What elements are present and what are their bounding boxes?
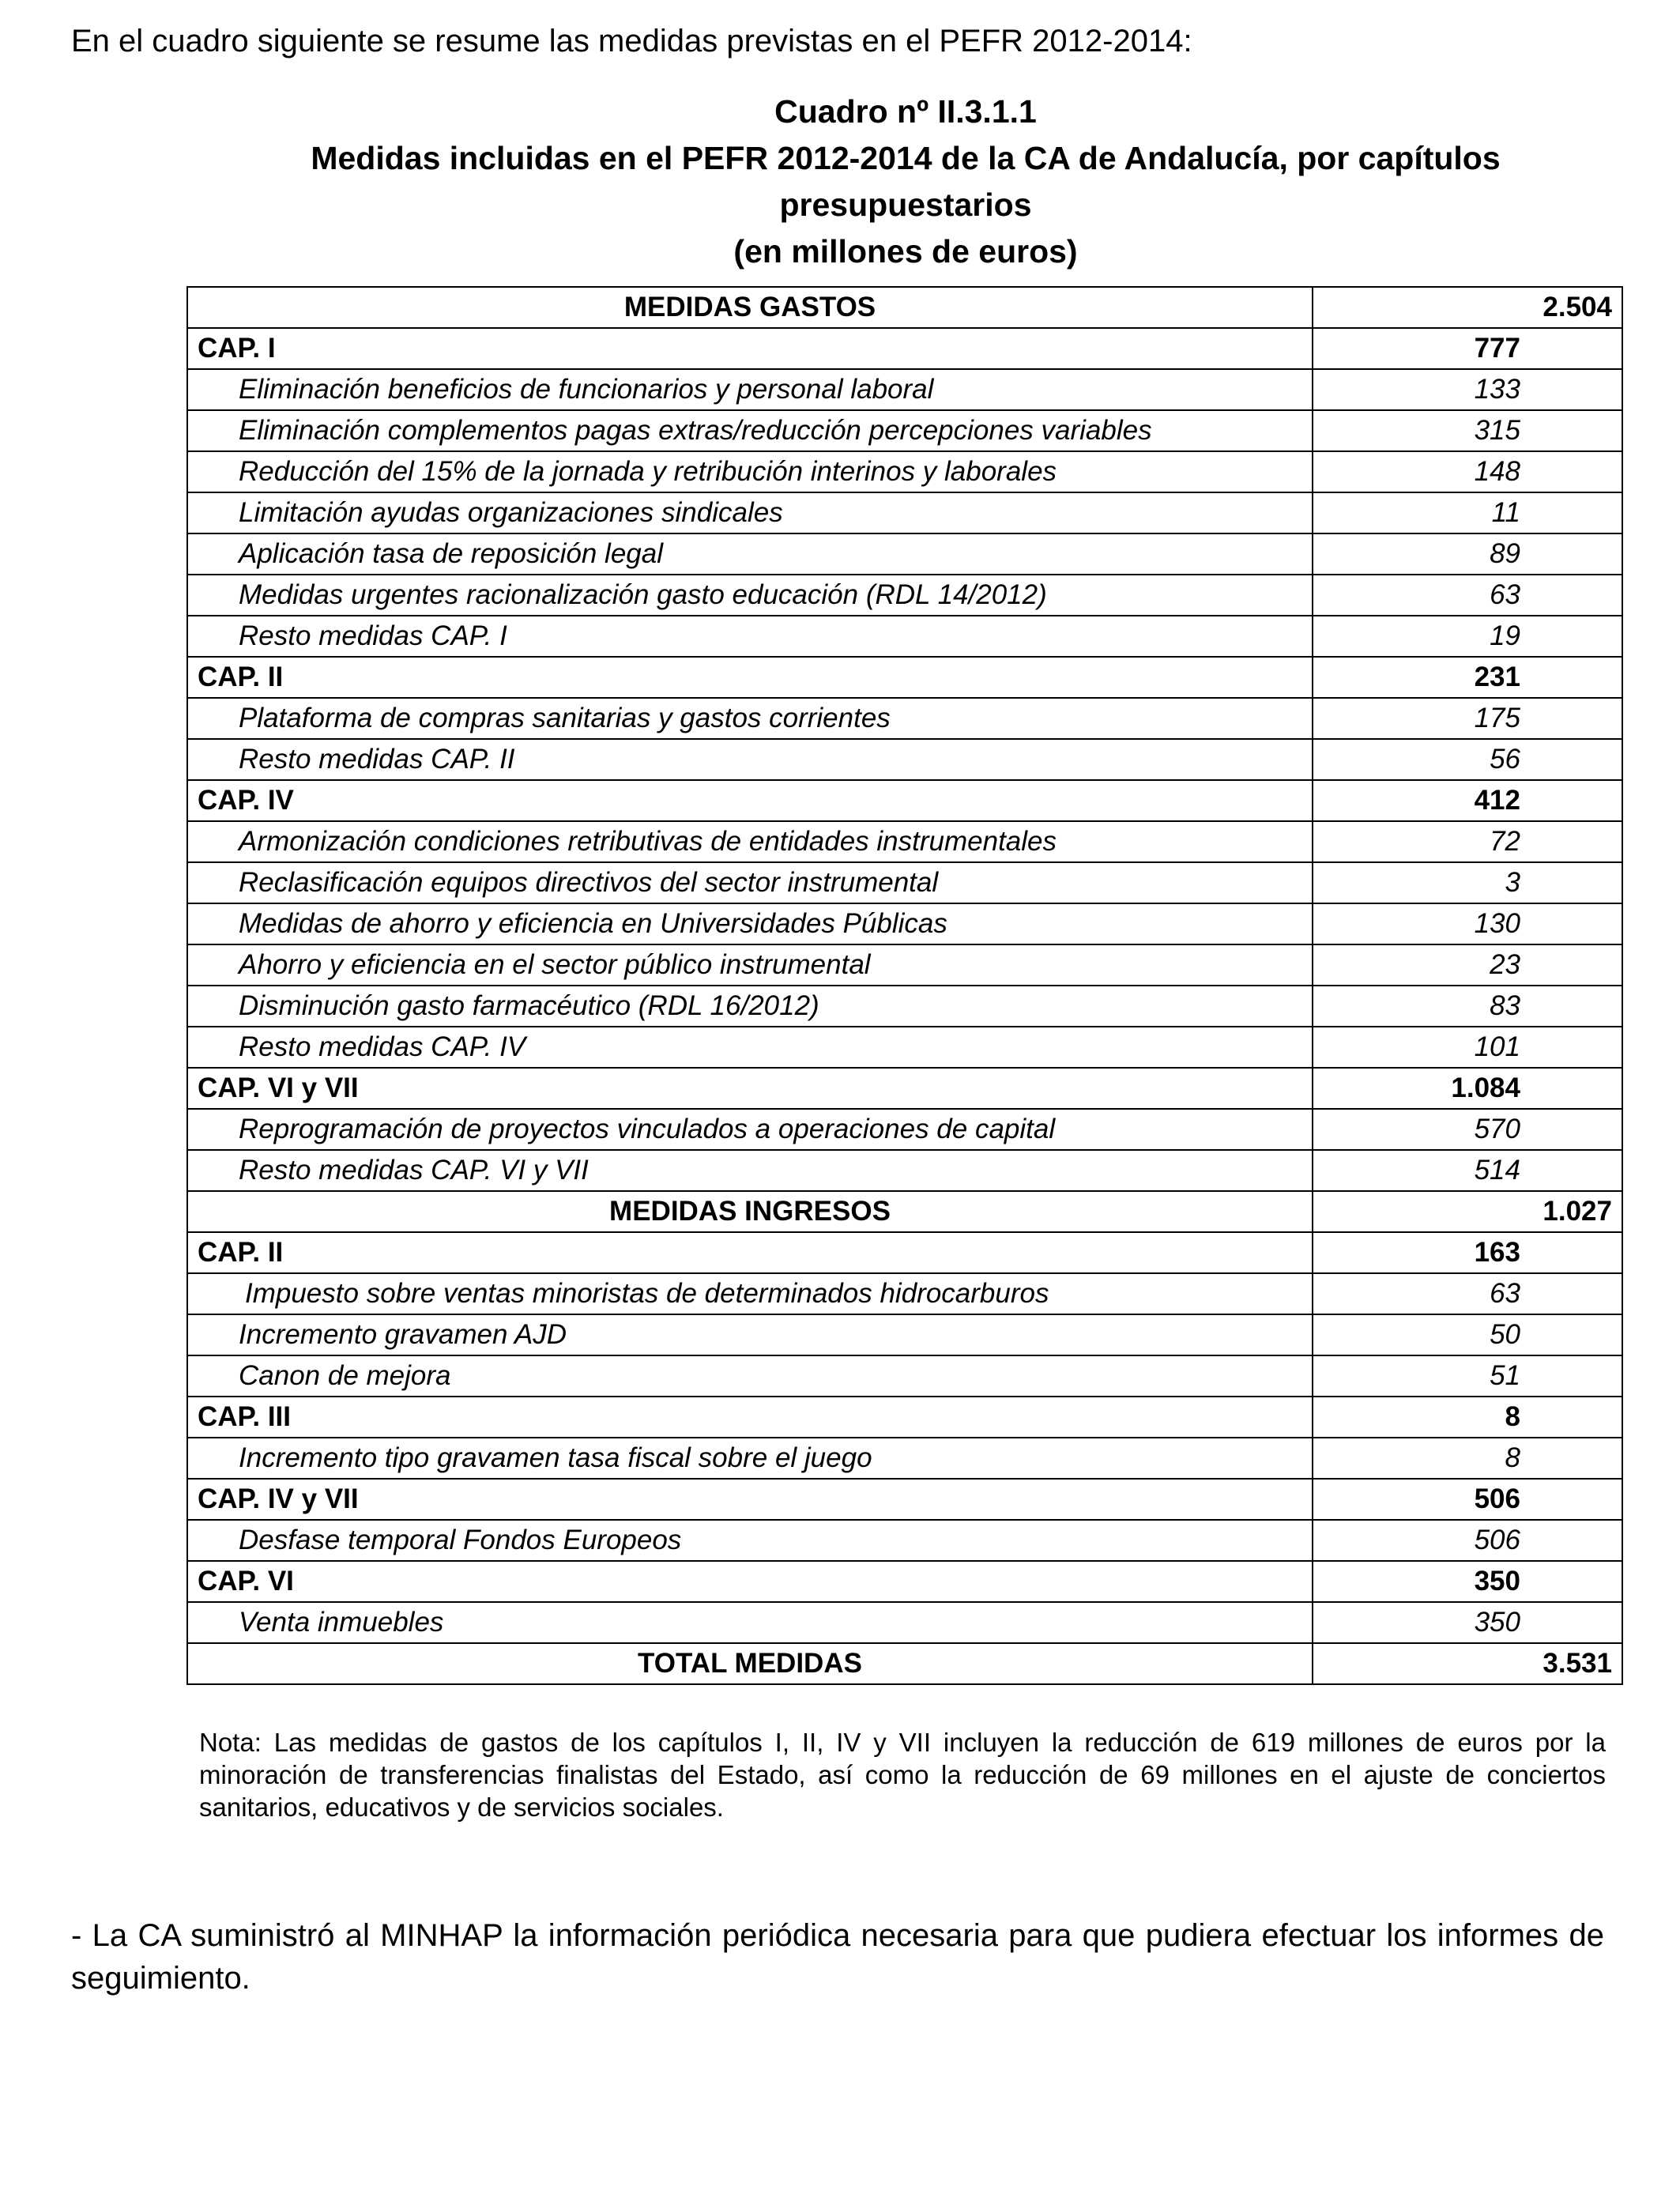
- measure-row: [187, 944, 1622, 986]
- measure-value: 89: [1313, 533, 1622, 575]
- chapter-row: [187, 780, 1622, 821]
- measure-label: Impuesto sobre ventas minoristas de determinados hidrocarburos: [187, 1273, 1313, 1314]
- measure-value: 51: [1313, 1355, 1622, 1397]
- chapter-row: [187, 328, 1622, 369]
- measure-row: [187, 533, 1622, 575]
- measure-value: 175: [1313, 698, 1622, 739]
- measure-label: Eliminación complementos pagas extras/reducción percepciones variables: [187, 410, 1313, 451]
- measure-label: Plataforma de compras sanitarias y gastos corrientes: [187, 698, 1313, 739]
- measure-value: 72: [1313, 821, 1622, 862]
- section-total: 2.504: [1313, 287, 1622, 328]
- table-note: Nota: Las medidas de gastos de los capítulos I, II, IV y VII incluyen la reducción de 619 millones de euros por la minoración de transferencias finalistas del Estado, así como la reducción de 69 millones en el ajuste de conciertos sanitarios, educativos y de servicios sociales.: [199, 1728, 1606, 1822]
- measure-value: 83: [1313, 986, 1622, 1027]
- measure-row: [187, 903, 1622, 944]
- table-units: (en millones de euros): [733, 233, 1078, 270]
- chapter-row: [187, 1232, 1622, 1273]
- chapter-total: 231: [1313, 657, 1622, 698]
- chapter-label: CAP. I: [187, 328, 1313, 369]
- measure-label: Venta inmuebles: [187, 1602, 1313, 1643]
- chapter-total: 777: [1313, 328, 1622, 369]
- measure-label: Canon de mejora: [187, 1355, 1313, 1397]
- section-label: TOTAL MEDIDAS: [187, 1643, 1313, 1684]
- measure-value: 133: [1313, 369, 1622, 410]
- measure-value: 570: [1313, 1109, 1622, 1150]
- section-row: [187, 1191, 1622, 1232]
- table-number: Cuadro nº II.3.1.1: [774, 93, 1037, 130]
- section-total: 1.027: [1313, 1191, 1622, 1232]
- measure-row: [187, 575, 1622, 616]
- chapter-label: CAP. IV y VII: [187, 1479, 1313, 1520]
- measure-label: Ahorro y eficiencia en el sector público instrumental: [187, 944, 1313, 986]
- chapter-row: [187, 1397, 1622, 1438]
- measure-value: 130: [1313, 903, 1622, 944]
- measure-row: [187, 369, 1622, 410]
- measure-value: 19: [1313, 616, 1622, 657]
- measure-value: 63: [1313, 575, 1622, 616]
- measure-value: 315: [1313, 410, 1622, 451]
- measure-row: [187, 862, 1622, 903]
- chapter-label: CAP. II: [187, 1232, 1313, 1273]
- chapter-total: 506: [1313, 1479, 1622, 1520]
- measure-row: [187, 616, 1622, 657]
- measure-label: Resto medidas CAP. I: [187, 616, 1313, 657]
- chapter-label: CAP. II: [187, 657, 1313, 698]
- measure-value: 11: [1313, 492, 1622, 533]
- measure-label: Disminución gasto farmacéutico (RDL 16/2012): [187, 986, 1313, 1027]
- section-row: [187, 1643, 1622, 1684]
- measure-value: 514: [1313, 1150, 1622, 1191]
- measure-label: Medidas urgentes racionalización gasto educación (RDL 14/2012): [187, 575, 1313, 616]
- measure-label: Limitación ayudas organizaciones sindicales: [187, 492, 1313, 533]
- intro-paragraph: En el cuadro siguiente se resume las medidas previstas en el PEFR 2012-2014:: [71, 24, 1192, 58]
- chapter-row: [187, 657, 1622, 698]
- measure-row: [187, 1027, 1622, 1068]
- measure-label: Resto medidas CAP. VI y VII: [187, 1150, 1313, 1191]
- measure-label: Reprogramación de proyectos vinculados a operaciones de capital: [187, 1109, 1313, 1150]
- measure-value: 23: [1313, 944, 1622, 986]
- table-title: Medidas incluidas en el PEFR 2012-2014 de la CA de Andalucía, por capítulos: [311, 140, 1501, 176]
- measure-row: [187, 1314, 1622, 1355]
- measure-row: [187, 986, 1622, 1027]
- measure-value: 8: [1313, 1438, 1622, 1479]
- table-heading: [186, 89, 1625, 275]
- chapter-total: 8: [1313, 1397, 1622, 1438]
- measure-row: [187, 451, 1622, 492]
- closing-paragraph: - La CA suministró al MINHAP la información periódica necesaria para que pudiera efectuar los informes de seguimiento.: [71, 1918, 1604, 1996]
- measures-table: [186, 286, 1623, 1685]
- measure-value: 506: [1313, 1520, 1622, 1561]
- measure-row: [187, 1355, 1622, 1397]
- measure-label: Reducción del 15% de la jornada y retribución interinos y laborales: [187, 451, 1313, 492]
- chapter-total: 163: [1313, 1232, 1622, 1273]
- measure-row: [187, 1109, 1622, 1150]
- section-label: MEDIDAS INGRESOS: [187, 1191, 1313, 1232]
- section-total: 3.531: [1313, 1643, 1622, 1684]
- measure-row: [187, 739, 1622, 780]
- measure-label: Desfase temporal Fondos Europeos: [187, 1520, 1313, 1561]
- section-label: MEDIDAS GASTOS: [187, 287, 1313, 328]
- table-title-continued: presupuestarios: [779, 187, 1032, 223]
- measure-row: [187, 1520, 1622, 1561]
- measure-value: 3: [1313, 862, 1622, 903]
- chapter-label: CAP. VI: [187, 1561, 1313, 1602]
- measure-label: Resto medidas CAP. IV: [187, 1027, 1313, 1068]
- chapter-total: 412: [1313, 780, 1622, 821]
- chapter-label: CAP. III: [187, 1397, 1313, 1438]
- measure-row: [187, 410, 1622, 451]
- chapter-row: [187, 1561, 1622, 1602]
- chapter-row: [187, 1068, 1622, 1109]
- measure-row: [187, 821, 1622, 862]
- measure-row: [187, 1150, 1622, 1191]
- measure-label: Reclasificación equipos directivos del sector instrumental: [187, 862, 1313, 903]
- chapter-total: 350: [1313, 1561, 1622, 1602]
- measure-label: Eliminación beneficios de funcionarios y personal laboral: [187, 369, 1313, 410]
- chapter-row: [187, 1479, 1622, 1520]
- measure-row: [187, 492, 1622, 533]
- measure-row: [187, 698, 1622, 739]
- measure-value: 63: [1313, 1273, 1622, 1314]
- measure-label: Incremento gravamen AJD: [187, 1314, 1313, 1355]
- measure-row: [187, 1273, 1622, 1314]
- measure-label: Aplicación tasa de reposición legal: [187, 533, 1313, 575]
- measure-value: 50: [1313, 1314, 1622, 1355]
- measure-row: [187, 1438, 1622, 1479]
- measure-label: Armonización condiciones retributivas de entidades instrumentales: [187, 821, 1313, 862]
- measure-value: 101: [1313, 1027, 1622, 1068]
- section-row: [187, 287, 1622, 328]
- measure-value: 148: [1313, 451, 1622, 492]
- measure-value: 56: [1313, 739, 1622, 780]
- chapter-total: 1.084: [1313, 1068, 1622, 1109]
- measures-table-body: [187, 287, 1622, 1684]
- chapter-label: CAP. IV: [187, 780, 1313, 821]
- chapter-label: CAP. VI y VII: [187, 1068, 1313, 1109]
- measure-label: Incremento tipo gravamen tasa fiscal sobre el juego: [187, 1438, 1313, 1479]
- measure-label: Resto medidas CAP. II: [187, 739, 1313, 780]
- measure-row: [187, 1602, 1622, 1643]
- measure-label: Medidas de ahorro y eficiencia en Universidades Públicas: [187, 903, 1313, 944]
- measure-value: 350: [1313, 1602, 1622, 1643]
